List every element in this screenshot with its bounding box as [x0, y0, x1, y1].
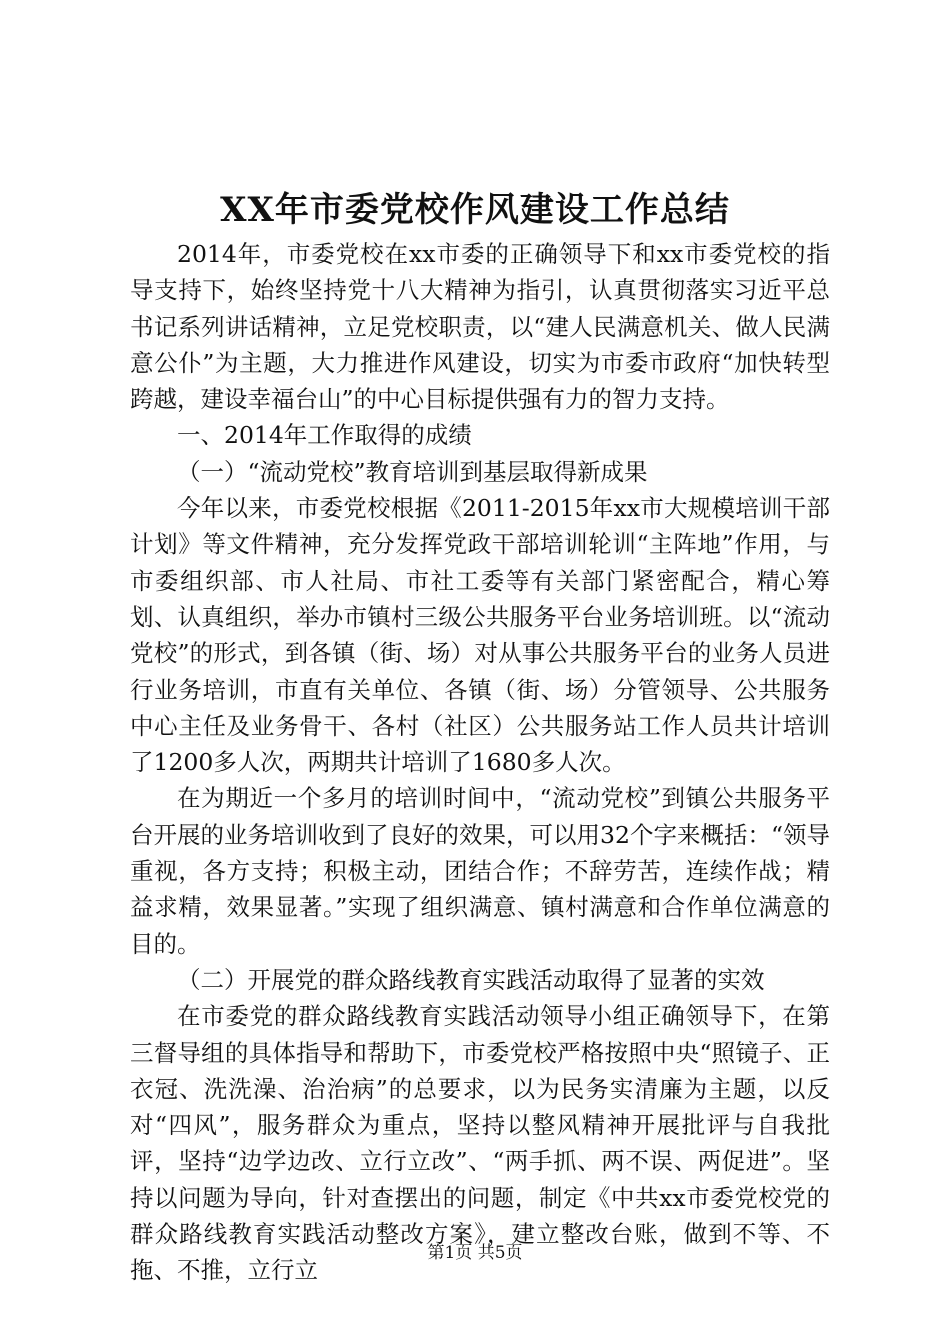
paragraph-mass-line: 在市委党的群众路线教育实践活动领导小组正确领导下，在第三督导组的具体指导和帮助下，市委党校严格按照中央“照镜子、正衣冠、洗洗澡、治治病”的总要求，以为民务实清廉为主题，以反对“四风”，服务群众为重点，坚持以整风精神开展批评与自我批评，坚持“边学边改、立行立改”、“两手抓、两不误、两促进”。坚持以问题为导向，针对查摆出的问题，制定《中共xx市委党校党的群众路线教育实践活动整改方案》，建立整改台账，做到不等、不拖、不推，立行立: [130, 1002, 830, 1285]
paragraph-training-results: 在为期近一个多月的培训时间中，“流动党校”到镇公共服务平台开展的业务培训收到了良好的效果，可以用32个字来概括：“领导重视，各方支持；积极主动，团结合作；不辞劳苦，连续作战；精益求精，效果显著。”实现了组织满意、镇村满意和合作单位满意的目的。: [130, 784, 830, 958]
page-footer: 第1页 共5页: [427, 1243, 523, 1263]
document-body: [130, 236, 830, 1289]
subsection-heading-1: （一）“流动党校”教育培训到基层取得新成果: [177, 457, 648, 486]
paragraph-training: 今年以来，市委党校根据《2011-2015年xx市大规模培训干部计划》等文件精神，充分发挥党政干部培训轮训“主阵地”作用，与市委组织部、市人社局、市社工委等有关部门紧密配合，精心筹划、认真组织，举办市镇村三级公共服务平台业务培训班。以“流动党校”的形式，到各镇（街、场）对从事公共服务平台的业务人员进行业务培训，市直有关单位、各镇（街、场）分管领导、公共服务中心主任及业务骨干、各村（社区）公共服务站工作人员共计培训了1200多人次，两期共计培训了1680多人次。: [130, 494, 830, 777]
subsection-heading-2: （二）开展党的群众路线教育实践活动取得了显著的实效: [177, 965, 765, 994]
paragraph-intro: 2014年，市委党校在xx市委的正确领导下和xx市委党校的指导支持下，始终坚持党十八大精神为指引，认真贯彻落实习近平总书记系列讲话精神，立足党校职责，以“建人民满意机关、做人民满意公仆”为主题，大力推进作风建设，切实为市委市政府“加快转型跨越，建设幸福台山”的中心目标提供强有力的智力支持。: [130, 240, 830, 414]
document-title: XX年市委党校作风建设工作总结: [220, 190, 730, 230]
section-heading-1: 一、2014年工作取得的成绩: [177, 421, 472, 450]
